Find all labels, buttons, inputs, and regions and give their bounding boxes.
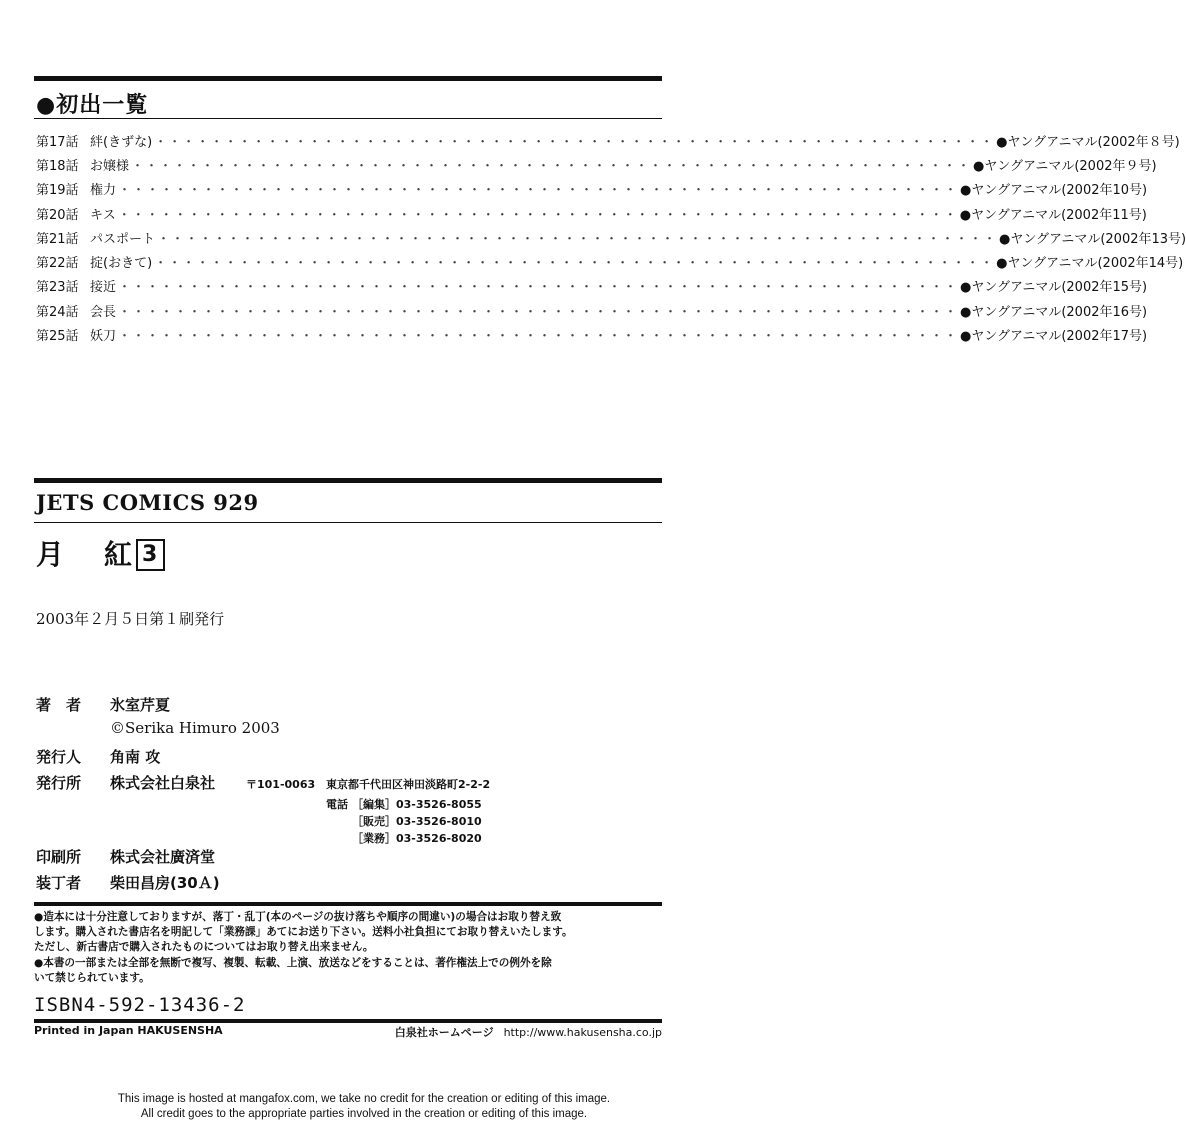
toc-leader-dots: ・・・・・・・・・・・・・・・・・・・・・・・・・・・・・・・・・・・・・・・・・・・・・・・・・・・・・・・・・・・・ bbox=[118, 280, 959, 296]
homepage-label: 白泉社ホームページ bbox=[394, 1026, 494, 1039]
toc-leader-dots: ・・・・・・・・・・・・・・・・・・・・・・・・・・・・・・・・・・・・・・・・・・・・・・・・・・・・・・・・・・・・ bbox=[118, 183, 959, 199]
toc-row bbox=[36, 128, 1180, 152]
toc-source: ●ヤングアニマル(2002年17号) bbox=[960, 329, 1148, 345]
toc-episode-number: 第23話 bbox=[36, 280, 79, 296]
colophon-top-rule bbox=[34, 478, 662, 483]
phone-edit: ［編集］03-3526-8055 bbox=[352, 798, 482, 811]
publisher-name: 株式会社白泉社 bbox=[110, 774, 216, 792]
book-title bbox=[36, 533, 165, 573]
footer-rule bbox=[34, 1019, 662, 1023]
toc-leader-dots: ・・・・・・・・・・・・・・・・・・・・・・・・・・・・・・・・・・・・・・・・・・・・・・・・・・・・・・・・・・・・ bbox=[118, 304, 959, 320]
toc-episode-title: 掟(おきて) bbox=[90, 256, 153, 272]
toc-leader-dots: ・・・・・・・・・・・・・・・・・・・・・・・・・・・・・・・・・・・・・・・・・・・・・・・・・・・・・・・・・・・・ bbox=[154, 134, 995, 150]
toc-row bbox=[36, 274, 1148, 298]
toc-row bbox=[36, 152, 1157, 176]
toc-episode-number: 第18話 bbox=[36, 158, 79, 174]
toc-leader-dots: ・・・・・・・・・・・・・・・・・・・・・・・・・・・・・・・・・・・・・・・・・・・・・・・・・・・・・・・・・・・・ bbox=[154, 256, 995, 272]
toc-episode-title: 妖刀 bbox=[90, 329, 117, 345]
toc-row bbox=[36, 322, 1148, 346]
designer-name: 柴田昌房(30Ａ) bbox=[110, 874, 220, 892]
volume-badge: 3 bbox=[136, 539, 165, 571]
toc-episode-number: 第22話 bbox=[36, 256, 79, 272]
toc-heading: ●初出一覧 bbox=[36, 93, 149, 118]
toc-episode-title: キス bbox=[90, 207, 116, 223]
series-name: JETS COMICS 929 bbox=[36, 490, 259, 515]
notice-line: ただし、新古書店で購入されたものについてはお取り替え出来ません。 bbox=[34, 941, 374, 954]
toc-heading-rule bbox=[34, 118, 662, 119]
toc-row bbox=[36, 177, 1148, 201]
title-char-1: 月 bbox=[36, 538, 67, 571]
toc-leader-dots: ・・・・・・・・・・・・・・・・・・・・・・・・・・・・・・・・・・・・・・・・・・・・・・・・・・・・・・・・・・・・ bbox=[117, 207, 958, 223]
printed-in: Printed in Japan HAKUSENSHA bbox=[34, 1024, 223, 1037]
notice-top-rule bbox=[34, 902, 662, 906]
printer-name: 株式会社廣済堂 bbox=[110, 848, 216, 866]
notice-line: ●本書の一部または全部を無断で複写、複製、転載、上演、放送などをすることは、著作権法上での例外を除 bbox=[34, 956, 552, 969]
toc-episode-number: 第20話 bbox=[36, 207, 79, 223]
toc-source: ●ヤングアニマル(2002年13号) bbox=[999, 231, 1186, 247]
toc-source: ●ヤングアニマル(2002年９号) bbox=[973, 158, 1157, 174]
toc-row bbox=[36, 249, 1184, 273]
toc-source: ●ヤングアニマル(2002年16号) bbox=[960, 304, 1148, 320]
phone-label: 電話 bbox=[326, 798, 348, 811]
toc-leader-dots: ・・・・・・・・・・・・・・・・・・・・・・・・・・・・・・・・・・・・・・・・・・・・・・・・・・・・・・・・・・・・ bbox=[118, 329, 959, 345]
toc-source: ●ヤングアニマル(2002年10号) bbox=[960, 183, 1148, 199]
toc-episode-number: 第24話 bbox=[36, 304, 79, 320]
toc-source: ●ヤングアニマル(2002年15号) bbox=[960, 280, 1148, 296]
hosting-line-1: This image is hosted at mangafox.com, we take no credit for the creation or editing of this image. bbox=[117, 1093, 611, 1105]
homepage-url[interactable]: http://www.hakusensha.co.jp bbox=[503, 1026, 662, 1039]
publisher-person-label: 発行人 bbox=[36, 748, 82, 766]
toc-source: ●ヤングアニマル(2002年11号) bbox=[959, 207, 1147, 223]
author-label: 著 者 bbox=[36, 696, 82, 714]
toc-episode-title: 会長 bbox=[90, 304, 117, 320]
phone-business: ［業務］03-3526-8020 bbox=[352, 832, 482, 845]
designer-label: 装丁者 bbox=[36, 874, 82, 892]
phone-sales: ［販売］03-3526-8010 bbox=[352, 815, 482, 828]
title-char-2: 紅 bbox=[104, 538, 135, 571]
toc-row bbox=[36, 298, 1148, 322]
notice-line: ●造本には十分注意しておりますが、落丁・乱丁(本のページの抜け落ちや順序の間違い)の場合はお取り替え致 bbox=[34, 911, 562, 923]
hosting-credit bbox=[0, 1092, 728, 1122]
toc-episode-number: 第19話 bbox=[36, 183, 79, 199]
printer-label: 印刷所 bbox=[36, 848, 82, 866]
notice-line: します。購入された書店名を明記して「業務課」あてにお送り下さい。送料小社負担にてお取り替えいたします。 bbox=[34, 926, 573, 939]
toc-row bbox=[36, 225, 1186, 249]
toc-episode-number: 第17話 bbox=[36, 134, 79, 150]
toc-episode-title: お嬢様 bbox=[90, 158, 130, 174]
toc-episode-title: 絆(きずな) bbox=[90, 134, 153, 150]
homepage bbox=[395, 1024, 662, 1040]
toc-episode-title: 接近 bbox=[90, 280, 117, 296]
isbn: ISBN4-592-13436-2 bbox=[34, 994, 246, 1016]
publisher-address: 東京都千代田区神田淡路町2-2-2 bbox=[326, 778, 491, 791]
toc-leader-dots: ・・・・・・・・・・・・・・・・・・・・・・・・・・・・・・・・・・・・・・・・・・・・・・・・・・・・・・・・・・・・ bbox=[131, 158, 972, 174]
toc-leader-dots: ・・・・・・・・・・・・・・・・・・・・・・・・・・・・・・・・・・・・・・・・・・・・・・・・・・・・・・・・・・・・ bbox=[157, 231, 998, 247]
notice-line: いて禁じられています。 bbox=[34, 971, 150, 984]
toc-source: ●ヤングアニマル(2002年14号) bbox=[996, 256, 1184, 272]
author-name: 氷室芹夏 bbox=[110, 696, 171, 714]
hosting-line-2: All credit goes to the appropriate parties involved in the creation or editing of this image. bbox=[140, 1108, 588, 1120]
notice-block bbox=[34, 910, 666, 986]
toc-source: ●ヤングアニマル(2002年８号) bbox=[996, 134, 1180, 150]
top-rule bbox=[34, 76, 662, 81]
postal-code: 〒101-0063 bbox=[246, 778, 316, 791]
publisher-person: 角南 攻 bbox=[110, 748, 161, 766]
publisher-label: 発行所 bbox=[36, 774, 82, 792]
toc-episode-number: 第25話 bbox=[36, 329, 79, 345]
toc-episode-title: 権力 bbox=[90, 183, 117, 199]
toc-row bbox=[36, 201, 1147, 225]
series-rule bbox=[34, 522, 662, 523]
toc-list bbox=[36, 128, 1186, 347]
toc-episode-title: パスポート bbox=[90, 231, 156, 247]
toc-episode-number: 第21話 bbox=[36, 231, 79, 247]
publish-date: 2003年２月５日第１刷発行 bbox=[36, 610, 225, 628]
copyright-line: ©Serika Himuro 2003 bbox=[110, 719, 280, 737]
